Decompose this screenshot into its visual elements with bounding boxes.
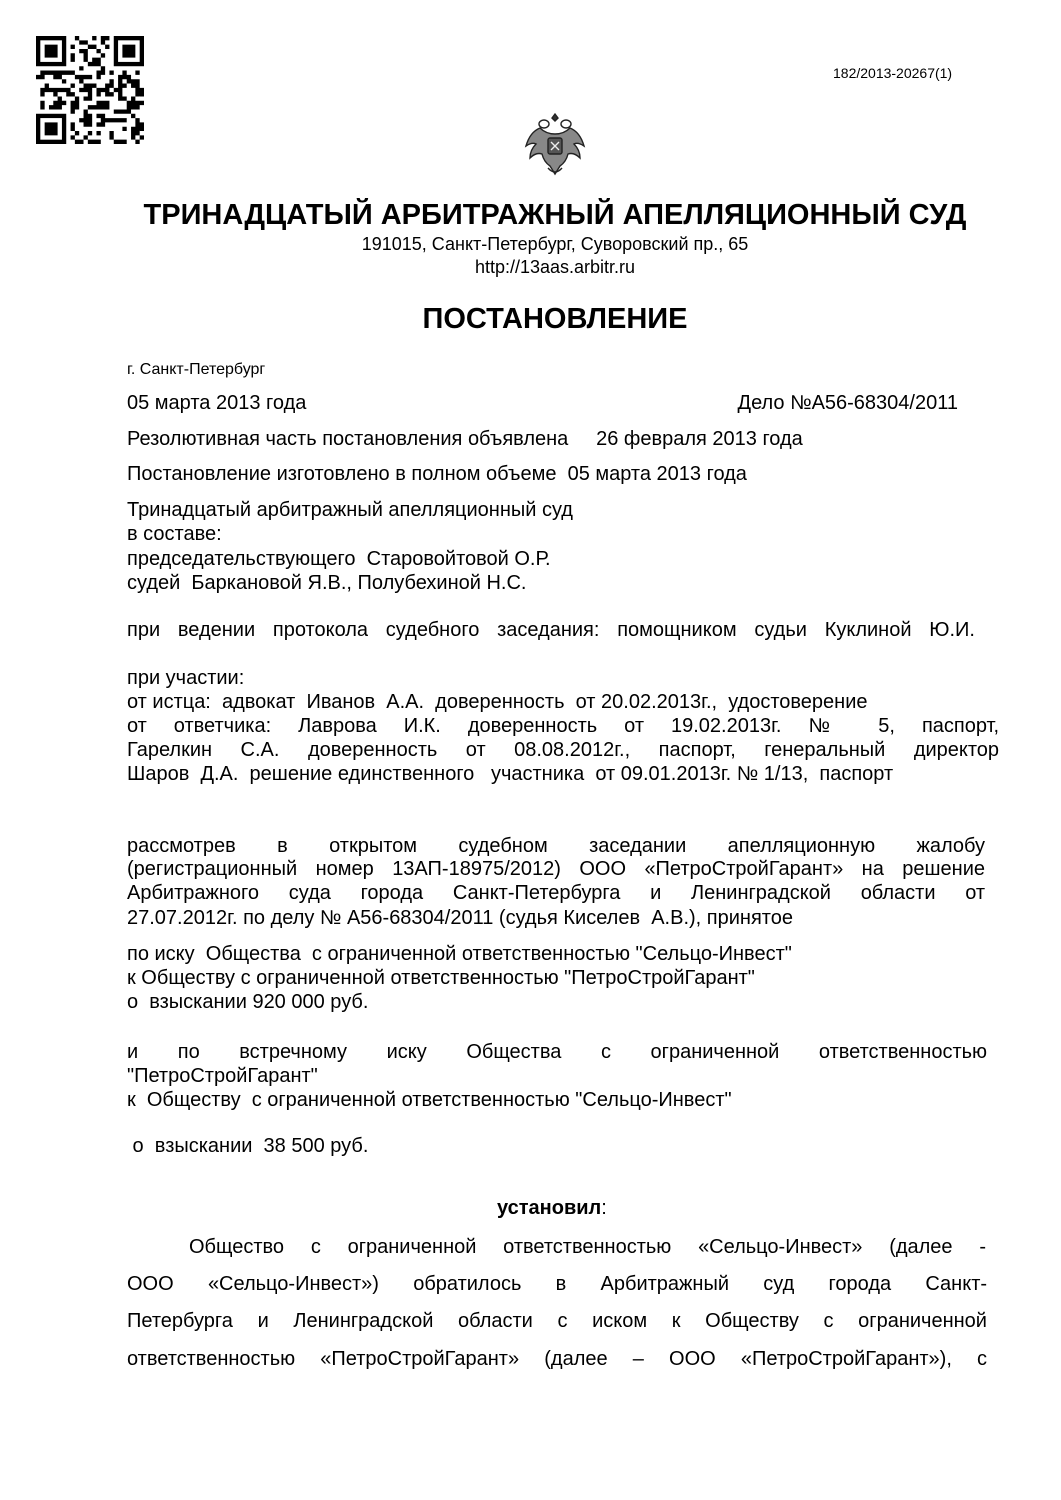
counterclaim-line: "ПетроСтройГарант" [127, 1065, 318, 1087]
document-title: ПОСТАНОВЛЕНИЕ [422, 303, 688, 335]
review-paragraph-line: (регистрационный номер 13АП-18975/2012) ООО «ПетроСтройГарант» на решение [127, 858, 986, 880]
review-paragraph-line: 27.07.2012г. по делу № А56-68304/2011 (судья Киселев А.В.), принятое [127, 907, 793, 929]
plaintiff-representative: от истца: адвокат Иванов А.А. доверенность от 20.02.2013г., удостоверение [127, 691, 868, 713]
court-name: ТРИНАДЦАТЫЙ АРБИТРАЖНЫЙ АПЕЛЛЯЦИОННЫЙ СУД [143, 199, 967, 231]
body-paragraph-line: Общество с ограниченной ответственностью «Сельцо-Инвест» (далее - [189, 1236, 986, 1258]
body-paragraph-line: Петербурга и Ленинградской области с иском к Обществу с ограниченной [127, 1310, 987, 1332]
defendant-representative: Гарелкин С.А. доверенность от 08.08.2012г., паспорт, генеральный директор [127, 739, 1000, 761]
defendant-representative: Шаров Д.А. решение единственного участника от 09.01.2013г. № 1/13, паспорт [127, 763, 894, 785]
protocol-line: при ведении протокола судебного заседания: помощником судьи Куклиной Ю.И. [127, 619, 975, 641]
counterclaim-sum: о взыскании 38 500 руб. [127, 1135, 369, 1157]
body-paragraph-line: ООО «Сельцо-Инвест») обратилось в Арбитражный суд города Санкт- [127, 1273, 988, 1295]
resolution-announced: Резолютивная часть постановления объявлена 26 февраля 2013 года [127, 428, 803, 450]
established-heading [497, 1196, 607, 1220]
case-number: Дело №А56-68304/2011 [737, 392, 958, 414]
city: г. Санкт-Петербург [127, 361, 266, 378]
established-word: установил [497, 1197, 602, 1219]
court-website: http://13aas.arbitr.ru [474, 257, 636, 277]
composition-line: Тринадцатый арбитражный апелляционный суд [127, 499, 573, 521]
claim-line: по иску Общества с ограниченной ответственностью "Сельцо-Инвест" [127, 943, 792, 965]
claim-line: о взыскании 920 000 руб. [127, 991, 369, 1013]
counterclaim-line: к Обществу с ограниченной ответственностью "Сельцо-Инвест" [127, 1089, 732, 1111]
qr-code [36, 36, 144, 144]
composition-line: в составе: [127, 523, 222, 545]
counterclaim-line: и по встречному иску Общества с ограниченной ответственностью [127, 1041, 988, 1063]
review-paragraph-line: Арбитражного суда города Санкт-Петербурга и Ленинградской области от [127, 882, 986, 904]
defendant-representative: от ответчика: Лаврова И.К. доверенность от 19.02.2013г. № 5, паспорт, [127, 715, 1000, 737]
composition-line: председательствующего Старовойтовой О.Р. [127, 548, 551, 570]
claim-line: к Обществу с ограниченной ответственностью "ПетроСтройГарант" [127, 967, 755, 989]
court-address: 191015, Санкт-Петербург, Суворовский пр., 65 [361, 234, 749, 254]
full-text-made: Постановление изготовлено в полном объеме 05 марта 2013 года [127, 463, 747, 485]
established-colon: : [601, 1197, 607, 1219]
document-date: 05 марта 2013 года [127, 392, 307, 414]
participation-label: при участии: [127, 667, 245, 689]
composition-line: судей Баркановой Я.В., Полубехиной Н.С. [127, 572, 527, 594]
qr-code-graphic [36, 36, 144, 144]
review-paragraph-line: рассмотрев в открытом судебном заседании апелляционную жалобу [127, 835, 986, 857]
document-id: 182/2013-20267(1) [833, 65, 953, 81]
body-paragraph-line: ответственностью «ПетроСтройГарант» (далее – ООО «ПетроСтройГарант»), с [127, 1348, 988, 1370]
coat-of-arms-emblem [520, 110, 590, 178]
